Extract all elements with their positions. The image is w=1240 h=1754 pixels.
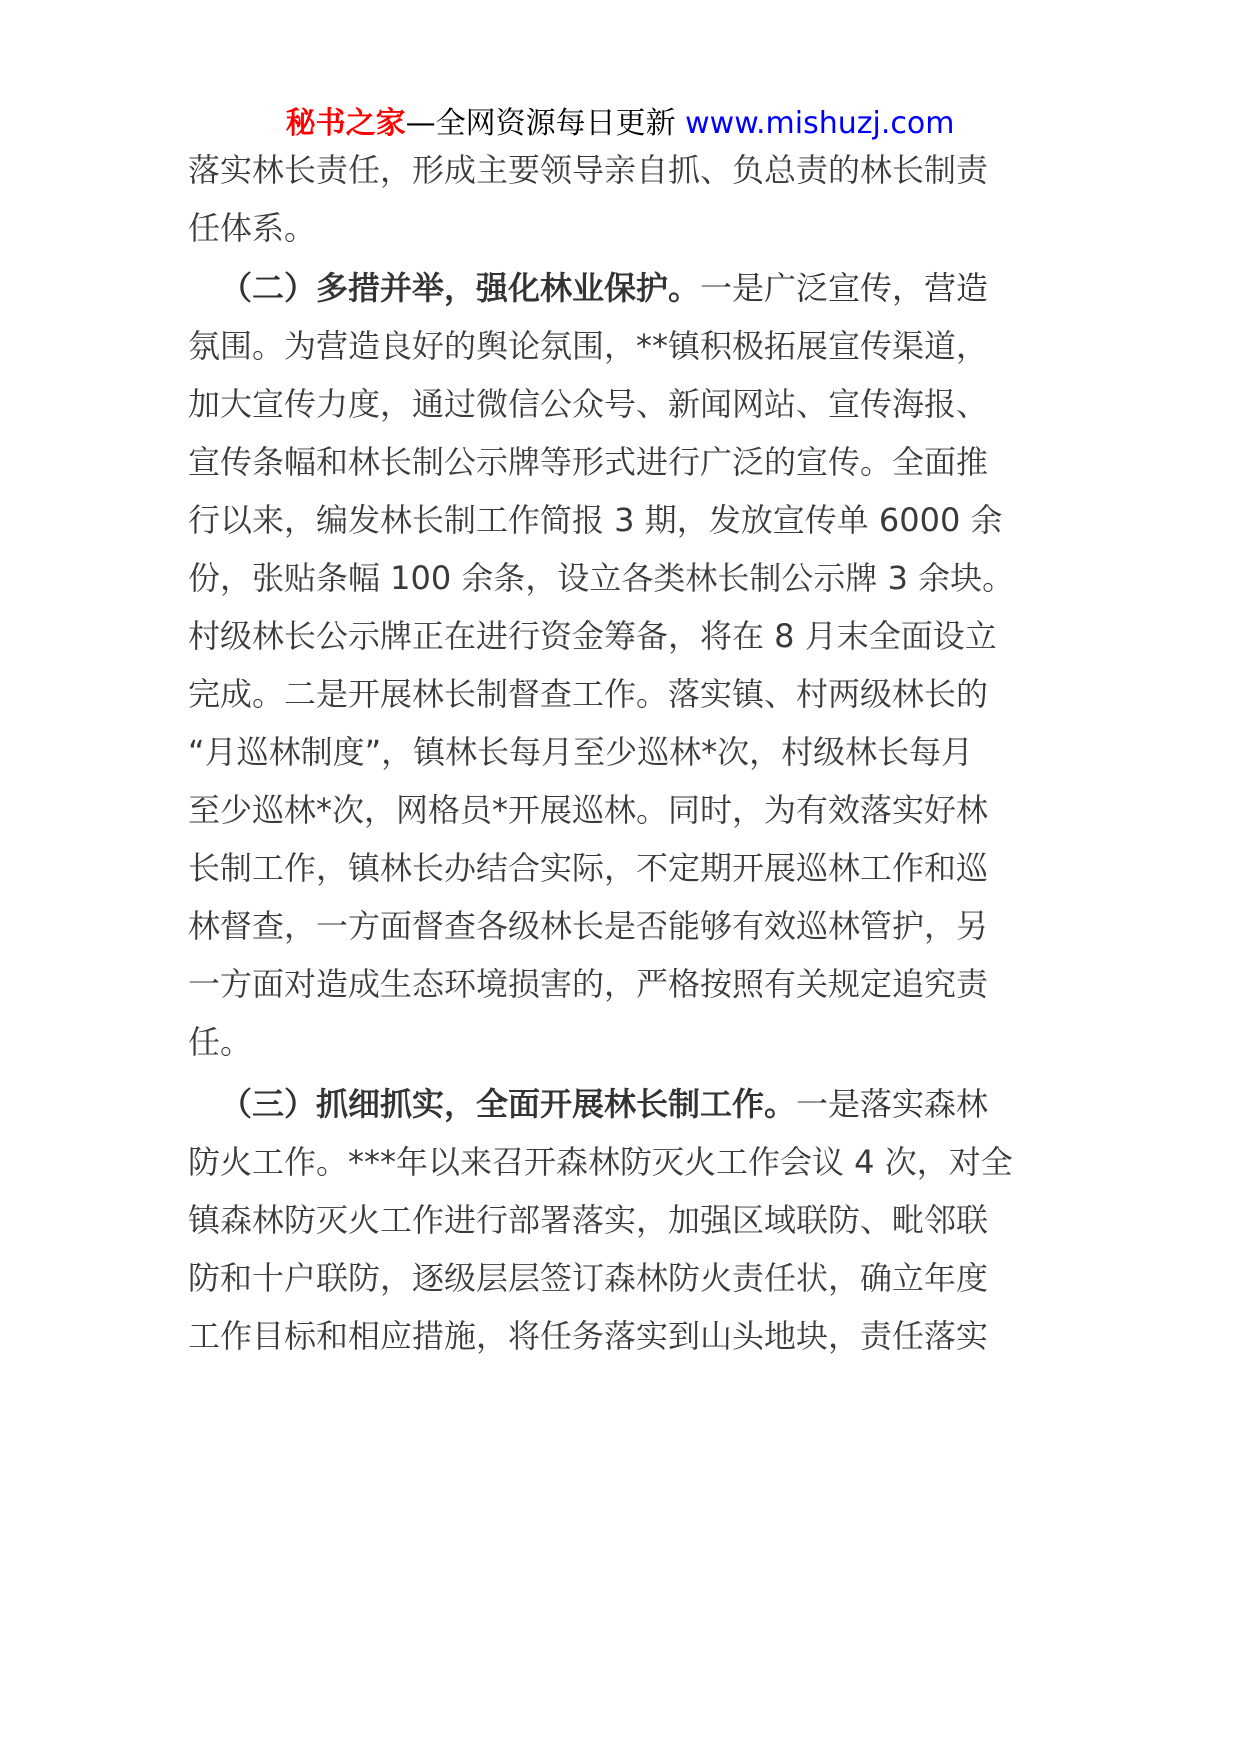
body-line: 防和十户联防，逐级层层签订森林防火责任状，确立年度	[188, 1259, 989, 1297]
body-line: 长制工作，镇林长办结合实际，不定期开展巡林工作和巡	[188, 849, 989, 887]
section-2-heading: （二）多措并举，强化林业保护。	[220, 269, 701, 307]
body-line: 林督查，一方面督查各级林长是否能够有效巡林管护，另	[188, 907, 989, 945]
body-line: 一方面对造成生态环境损害的，严格按照有关规定追究责	[188, 965, 989, 1003]
body-line: 镇森林防灭火工作进行部署落实，加强区域联防、毗邻联	[188, 1201, 989, 1239]
site-url-link[interactable]: www.mishuzj.com	[685, 106, 955, 141]
body-line: 工作目标和相应措施，将任务落实到山头地块，责任落实	[188, 1317, 989, 1355]
body-line: 氛围。为营造良好的舆论氛围，**镇积极拓展宣传渠道，	[188, 327, 989, 365]
body-line: 完成。二是开展林长制督查工作。落实镇、村两级林长的	[188, 675, 989, 713]
site-header	[0, 104, 1240, 144]
section-2-lead: 一是广泛宣传，营造	[700, 269, 989, 307]
section-3-lead: 一是落实森林	[796, 1085, 989, 1123]
body-line: 加大宣传力度，通过微信公众号、新闻网站、宣传海报、	[188, 385, 989, 423]
site-brand: 秘书之家	[285, 106, 406, 141]
body-line: 落实林长责任，形成主要领导亲自抓、负总责的林长制责	[188, 151, 989, 189]
section-3-heading: （三）抓细抓实，全面开展林长制工作。	[220, 1085, 797, 1123]
body-line: 任体系。	[188, 209, 317, 247]
body-line: “月巡林制度”，镇林长每月至少巡林*次，村级林长每月	[188, 733, 974, 771]
section-2-opening-line	[220, 268, 988, 308]
body-line: 防火工作。***年以来召开森林防灭火工作会议 4 次，对全	[188, 1143, 1013, 1181]
body-line: 行以来，编发林长制工作简报 3 期，发放宣传单 6000 余	[188, 501, 1003, 539]
body-line: 份，张贴条幅 100 余条，设立各类林长制公示牌 3 余块。	[188, 559, 1015, 597]
body-line: 村级林长公示牌正在进行资金筹备，将在 8 月末全面设立	[188, 617, 997, 655]
body-line: 至少巡林*次，网格员*开展巡林。同时，为有效落实好林	[188, 791, 989, 829]
body-line: 任。	[188, 1023, 253, 1061]
body-line: 宣传条幅和林长制公示牌等形式进行广泛的宣传。全面推	[188, 443, 989, 481]
site-slogan: —全网资源每日更新	[405, 106, 676, 141]
section-3-opening-line	[220, 1084, 988, 1124]
